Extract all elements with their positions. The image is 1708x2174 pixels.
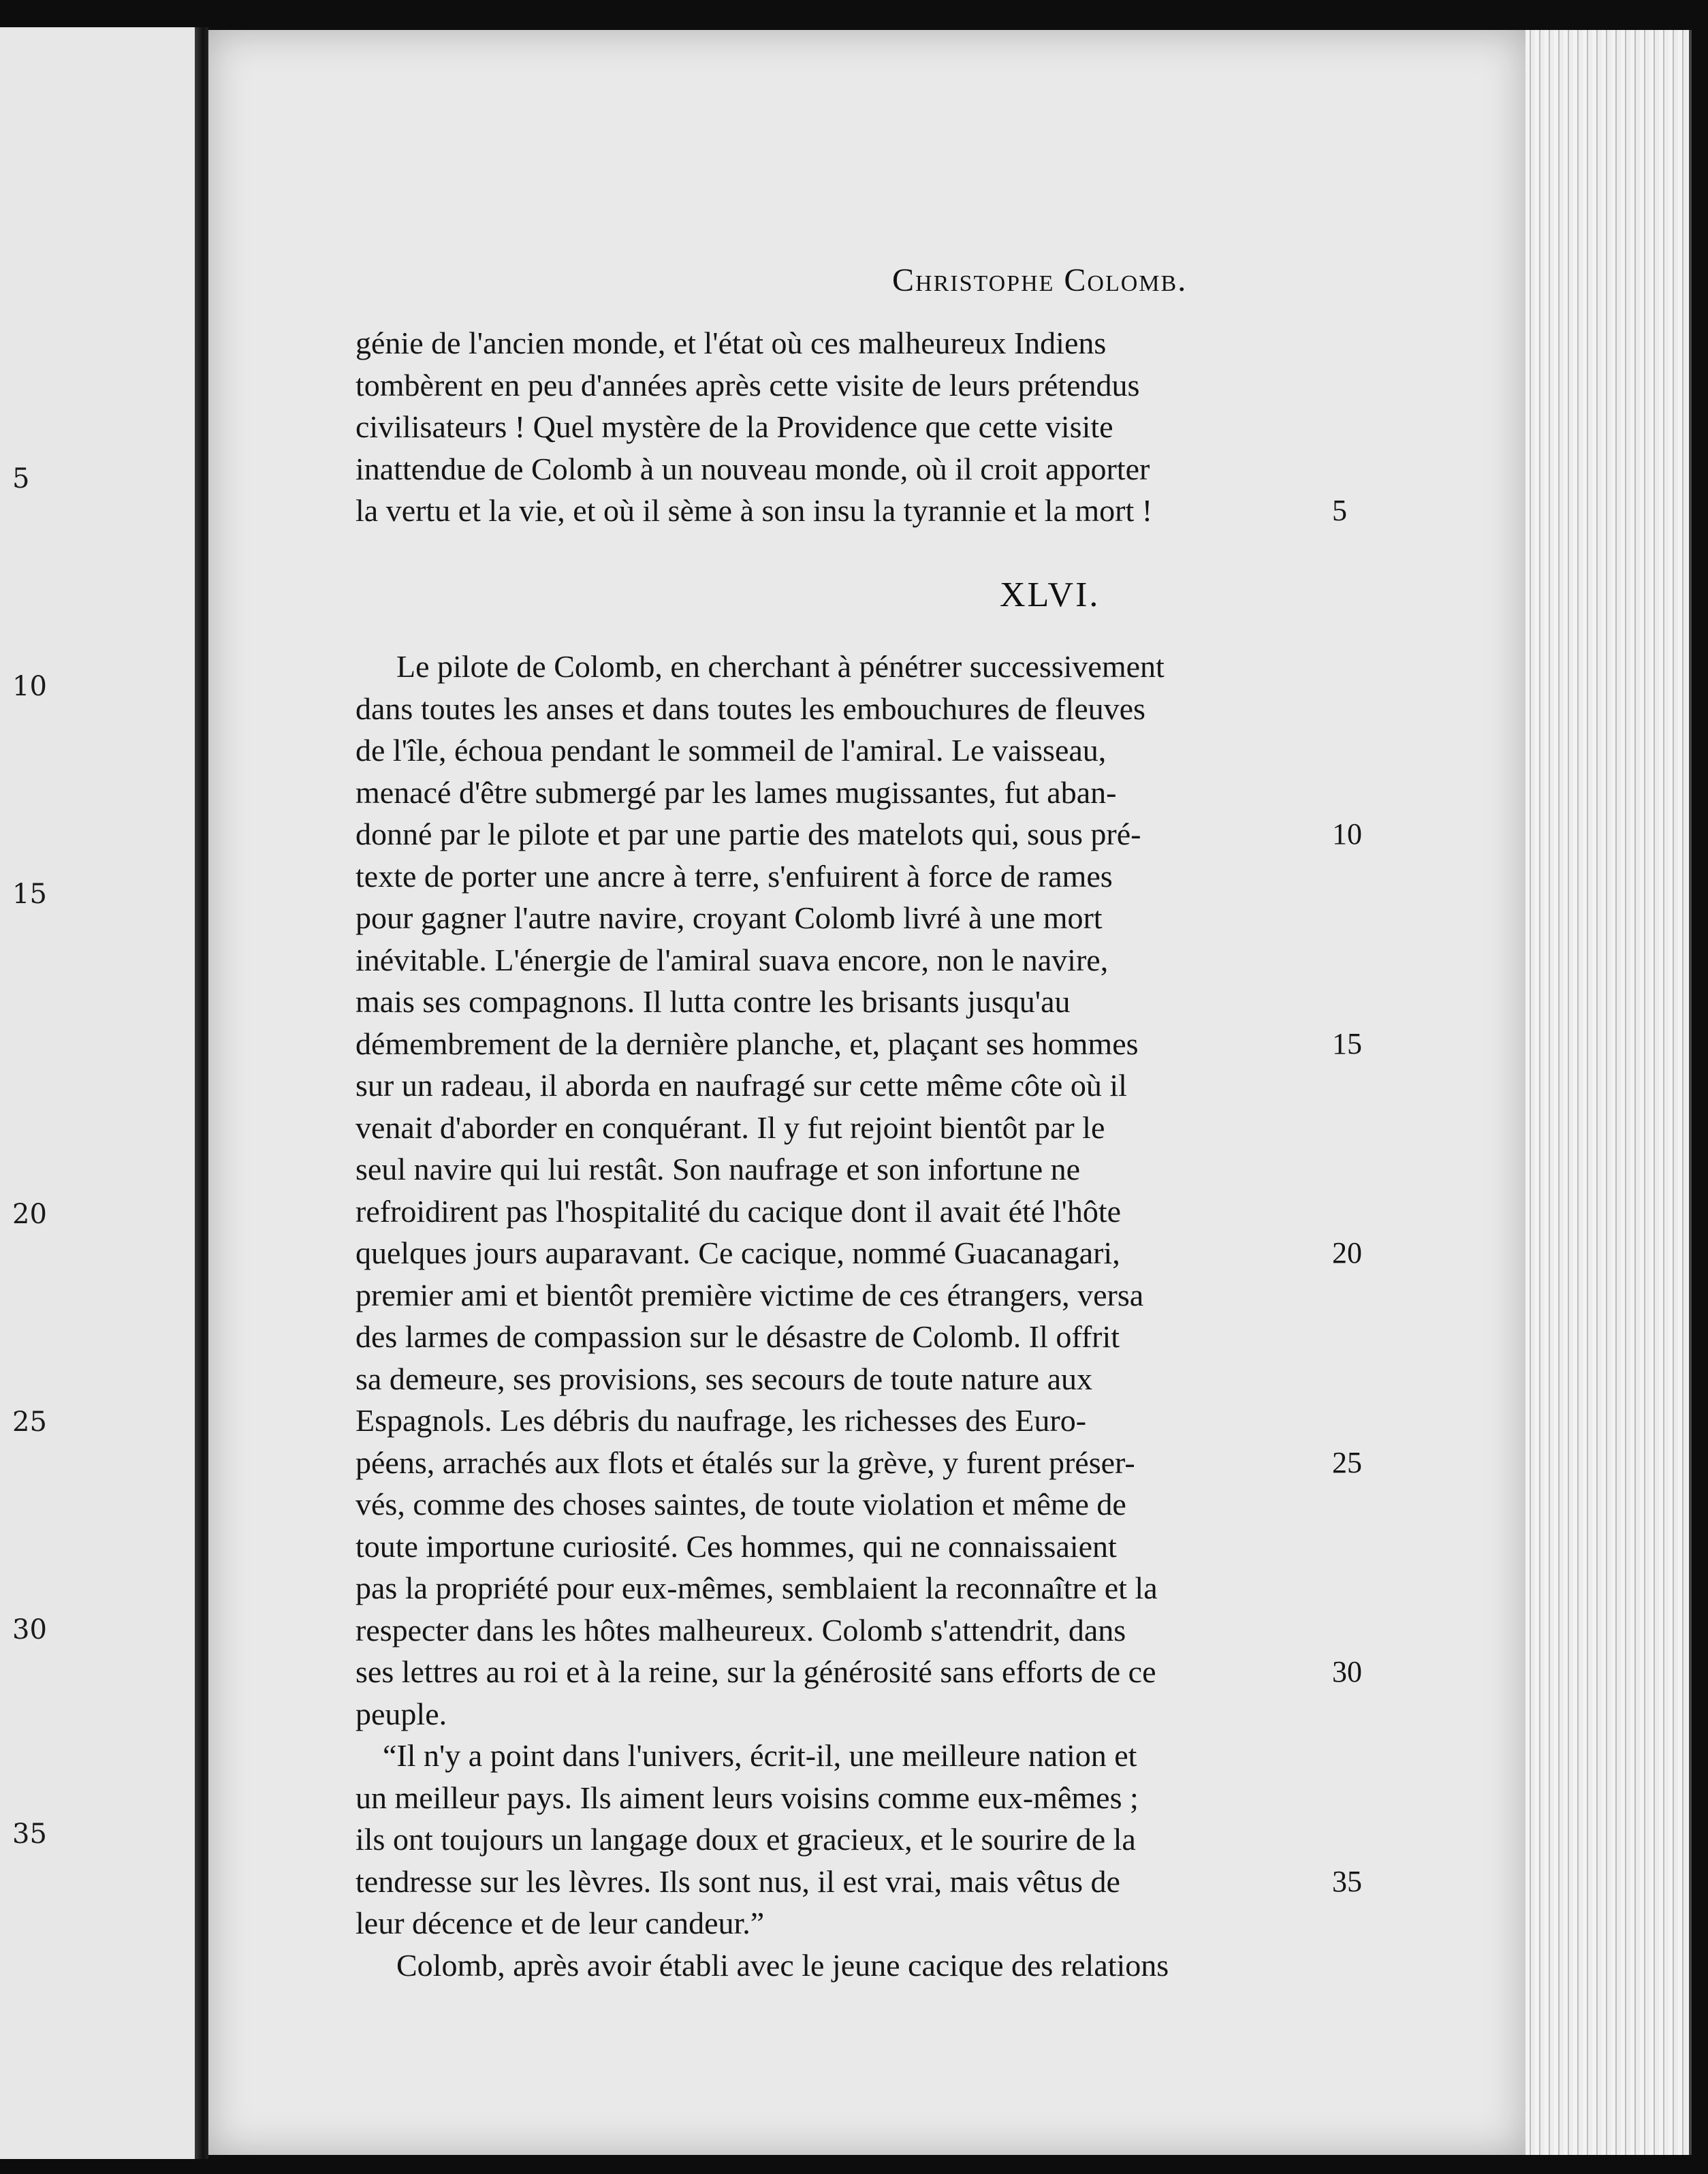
text-line [208,1191,1516,1232]
section-heading: XLVI. [1000,576,1101,614]
line-text: Le pilote de Colomb, en cherchant à pénétrer successivement [396,649,1165,684]
line-text: tendresse sur les lèvres. Ils sont nus, il est vrai, mais vêtus de [355,1863,1120,1899]
line-text: refroidirent pas l'hospitalité du cacique dont il avait été l'hôte [355,1193,1122,1229]
text-line [208,1107,1516,1148]
text-line [208,1443,1516,1483]
text-line [208,1484,1516,1525]
line-text: donné par le pilote et par une partie des matelots qui, sous pré- [355,817,1141,851]
line-text: sa demeure, ses provisions, ses secours de toute nature aux [355,1361,1092,1396]
line-text: toute importune curiosité. Ces hommes, qui ne connaissaient [355,1528,1117,1564]
line-text: génie de l'ancien monde, et l'état où ces malheureux Indiens [355,326,1107,360]
left-line-number: 25 [12,1406,47,1438]
text-line [208,365,1516,406]
text-line [208,981,1516,1022]
text-line [208,689,1516,729]
text-line [208,646,1516,687]
text-line [208,1400,1516,1441]
line-text: “Il n'y a point dans l'univers, écrit-il, une meilleure nation et [383,1738,1137,1773]
line-text: la vertu et la vie, et où il sème à son insu la tyrannie et la mort ! [355,493,1153,528]
line-number: 20 [1332,1236,1362,1270]
line-text: tombèrent en peu d'années après cette visite de leurs prétendus [355,367,1140,403]
line-text: venait d'aborder en conquérant. Il y fut rejoint bientôt par le [355,1109,1105,1145]
line-number: 35 [1332,1864,1362,1898]
text-line [208,940,1516,981]
line-text: Colomb, après avoir établi avec le jeune cacique des relations [396,1947,1169,1983]
text-line [208,1149,1516,1190]
text-line [208,1819,1516,1860]
text-line [208,1568,1516,1609]
text-line [208,856,1516,897]
line-number: 10 [1332,817,1362,851]
text-line [208,1652,1516,1692]
line-text: vés, comme des choses saintes, de toute violation et même de [355,1487,1126,1522]
line-text: respecter dans les hôtes malheureux. Colomb s'attendrit, dans [355,1612,1126,1648]
text-line [208,1861,1516,1902]
line-number: 15 [1332,1026,1362,1060]
line-text: Espagnols. Les débris du naufrage, les richesses des Euro- [355,1403,1087,1438]
text-line [208,1903,1516,1944]
text-line [208,772,1516,813]
line-text: péens, arrachés aux flots et étalés sur la grève, y furent préser- [355,1445,1135,1480]
line-number: 30 [1332,1655,1362,1688]
text-line [208,1945,1516,1986]
text-line [208,1610,1516,1651]
left-line-number: 20 [12,1199,47,1230]
text-line [208,1233,1516,1274]
left-line-number: 10 [12,671,47,702]
line-text: premier ami et bientôt première victime de ces étrangers, versa [355,1277,1144,1312]
left-line-number: 30 [12,1614,47,1645]
line-text: ses lettres au roi et à la reine, sur la générosité sans efforts de ce [355,1654,1156,1689]
line-text: menacé d'être submergé par les lames mugissantes, fut aban- [355,774,1117,810]
line-text: texte de porter une ancre à terre, s'enfuirent à force de rames [355,858,1113,894]
line-text: inattendue de Colomb à un nouveau monde, où il croit apporter [355,451,1150,486]
line-text: peuple. [355,1696,447,1731]
line-text: démembrement de la dernière planche, et, plaçant ses hommes [355,1026,1139,1061]
text-line [208,1317,1516,1357]
page-edges [1525,30,1692,2155]
text-line [208,407,1516,447]
line-text: des larmes de compassion sur le désastre de Colomb. Il offrit [355,1319,1120,1354]
line-text: quelques jours auparavant. Ce cacique, nommé Guacanagari, [355,1235,1120,1270]
line-text: ils ont toujours un langage doux et gracieux, et le sourire de la [355,1822,1136,1857]
book-gutter [195,27,208,2159]
line-text: mais ses compagnons. Il lutta contre les brisants jusqu'au [355,984,1071,1019]
text-line [208,1359,1516,1400]
text-line [208,814,1516,855]
text-line [208,1694,1516,1735]
line-text: pas la propriété pour eux-mêmes, semblaient la reconnaître et la [355,1571,1158,1605]
line-text: dans toutes les anses et dans toutes les embouchures de fleuves [355,691,1145,726]
line-text: inévitable. L'énergie de l'amiral suava encore, non le navire, [355,942,1109,977]
previous-page-fragment [0,27,199,2159]
text-line [208,449,1516,490]
line-text: leur décence et de leur candeur.” [355,1906,765,1940]
line-number: 25 [1332,1445,1362,1479]
text-line [208,490,1516,531]
running-title: Christophe Colomb. [892,262,1188,298]
line-text: pour gagner l'autre navire, croyant Colomb livré à une mort [355,900,1103,935]
line-number: 5 [1332,494,1347,527]
text-line [208,1778,1516,1818]
text-line [208,1526,1516,1567]
text-line [208,1065,1516,1106]
text-line [208,1735,1516,1776]
text-line [208,323,1516,364]
book-page [208,30,1525,2155]
left-line-number: 35 [12,1818,47,1850]
line-text: sur un radeau, il aborda en naufragé sur cette même côte où il [355,1068,1127,1103]
left-line-number: 5 [12,463,30,494]
line-text: seul navire qui lui restât. Son naufrage et son infortune ne [355,1152,1081,1186]
text-line [208,1275,1516,1316]
left-line-number: 15 [12,879,47,910]
line-text: un meilleur pays. Ils aiment leurs voisins comme eux-mêmes ; [355,1780,1139,1815]
line-text: civilisateurs ! Quel mystère de la Providence que cette visite [355,409,1113,444]
text-line [208,898,1516,939]
line-text: de l'île, échoua pendant le sommeil de l'amiral. Le vaisseau, [355,733,1107,768]
text-line [208,730,1516,771]
text-line [208,1024,1516,1065]
